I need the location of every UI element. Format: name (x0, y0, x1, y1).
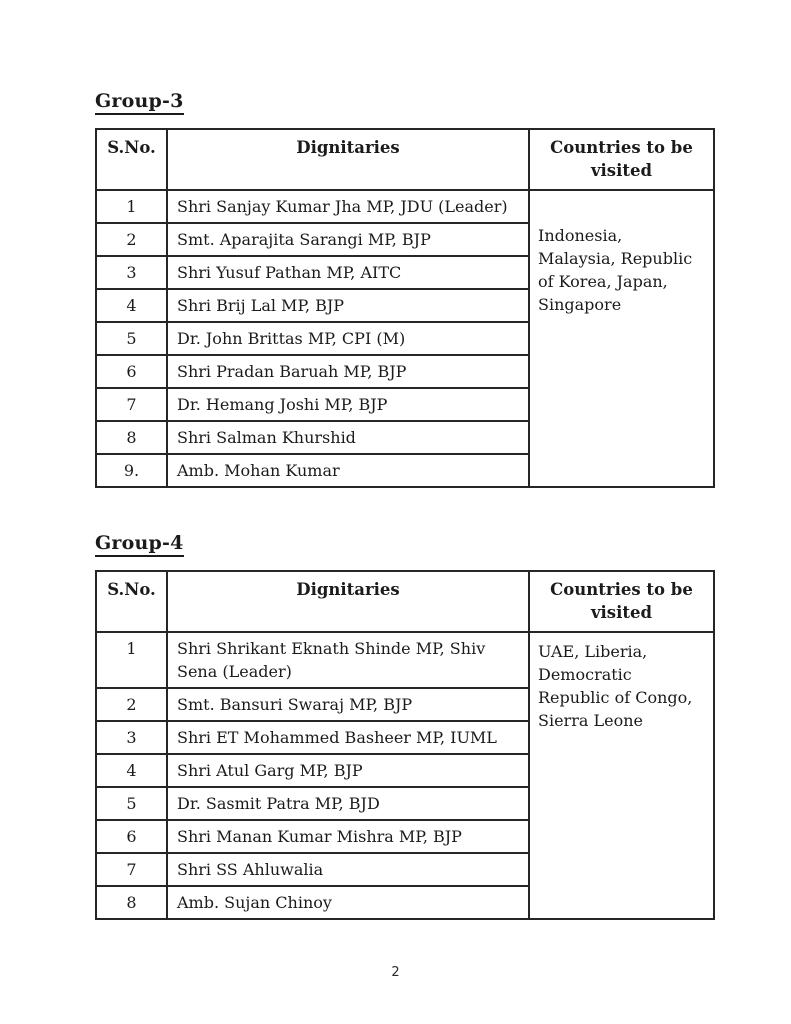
sno-cell: 4 (96, 754, 167, 787)
table-header-row (96, 129, 714, 190)
dignitary-cell: Dr. Sasmit Patra MP, BJD (167, 787, 529, 820)
sno-cell: 9. (96, 454, 167, 487)
countries-cell (529, 190, 714, 487)
group-3-heading (95, 90, 791, 112)
sno-cell: 3 (96, 256, 167, 289)
sno-cell: 5 (96, 787, 167, 820)
dignitary-cell: Smt. Bansuri Swaraj MP, BJP (167, 688, 529, 721)
group-4-heading-text: Group-4 (95, 532, 184, 557)
dignitary-cell: Shri Brij Lal MP, BJP (167, 289, 529, 322)
sno-cell: 8 (96, 886, 167, 919)
dignitary-cell: Shri Shrikant Eknath Shinde MP, Shiv Sena (Leader) (167, 632, 529, 688)
sno-cell: 1 (96, 190, 167, 223)
dignitary-cell: Shri Yusuf Pathan MP, AITC (167, 256, 529, 289)
column-header-dignitaries: Dignitaries (167, 129, 529, 190)
dignitary-cell: Amb. Sujan Chinoy (167, 886, 529, 919)
dignitary-cell: Dr. Hemang Joshi MP, BJP (167, 388, 529, 421)
countries-text: UAE, Liberia, Democratic Republic of Congo, Sierra Leone (538, 642, 693, 730)
column-header-sno: S.No. (96, 571, 167, 632)
group-3-heading-text: Group-3 (95, 90, 184, 115)
table-row (96, 632, 714, 688)
page-number: 2 (391, 965, 400, 980)
group-3-table (95, 128, 715, 488)
dignitary-cell: Shri Manan Kumar Mishra MP, BJP (167, 820, 529, 853)
column-header-dignitaries: Dignitaries (167, 571, 529, 632)
sno-cell: 2 (96, 223, 167, 256)
sno-cell: 4 (96, 289, 167, 322)
dignitary-cell: Shri SS Ahluwalia (167, 853, 529, 886)
group-4-table (95, 570, 715, 920)
group-4-section (95, 532, 791, 920)
dignitary-cell: Shri ET Mohammed Basheer MP, IUML (167, 721, 529, 754)
column-header-countries: Countries to be visited (529, 571, 714, 632)
dignitary-cell: Shri Salman Khurshid (167, 421, 529, 454)
sno-cell: 7 (96, 853, 167, 886)
countries-cell (529, 632, 714, 919)
countries-text: Indonesia, Malaysia, Republic of Korea, Japan, Singapore (538, 226, 693, 314)
sno-cell: 2 (96, 688, 167, 721)
sno-cell: 6 (96, 820, 167, 853)
dignitary-cell: Amb. Mohan Kumar (167, 454, 529, 487)
sno-cell: 1 (96, 632, 167, 688)
group-4-heading (95, 532, 791, 554)
sno-cell: 3 (96, 721, 167, 754)
sno-cell: 8 (96, 421, 167, 454)
dignitary-cell: Smt. Aparajita Sarangi MP, BJP (167, 223, 529, 256)
table-row (96, 190, 714, 223)
dignitary-cell: Shri Pradan Baruah MP, BJP (167, 355, 529, 388)
column-header-countries: Countries to be visited (529, 129, 714, 190)
group-3-section (95, 90, 791, 488)
dignitary-cell: Shri Sanjay Kumar Jha MP, JDU (Leader) (167, 190, 529, 223)
sno-cell: 7 (96, 388, 167, 421)
column-header-sno: S.No. (96, 129, 167, 190)
dignitary-cell: Shri Atul Garg MP, BJP (167, 754, 529, 787)
dignitary-cell: Dr. John Brittas MP, CPI (M) (167, 322, 529, 355)
sno-cell: 6 (96, 355, 167, 388)
table-header-row (96, 571, 714, 632)
sno-cell: 5 (96, 322, 167, 355)
